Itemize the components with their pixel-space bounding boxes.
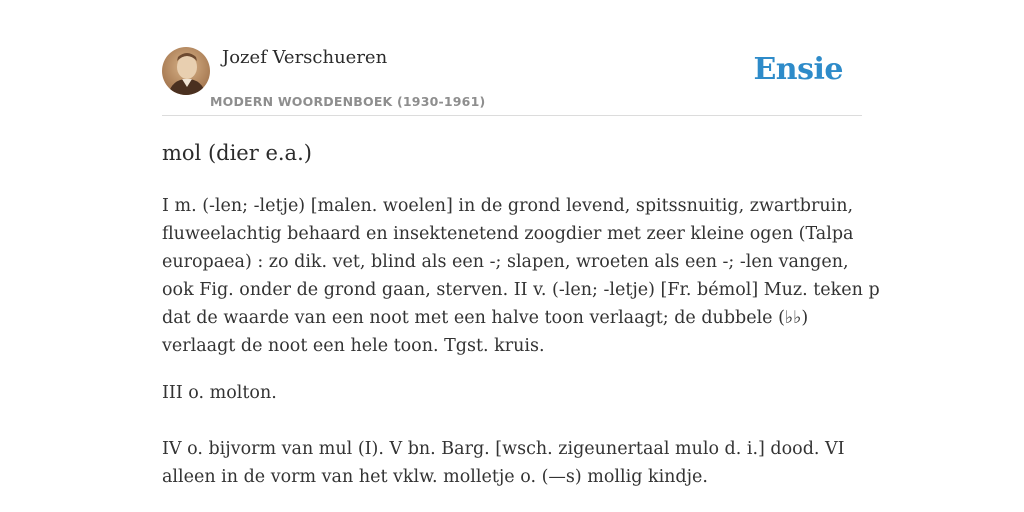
definition-paragraph-3	[162, 435, 862, 491]
definition-line: verlaagt de noot een hele toon. Tgst. kruis.	[162, 336, 545, 356]
definition-line: ook Fig. onder de grond gaan, sterven. II v. (-len; -letje) [Fr. bémol] Muz. teken p	[162, 280, 880, 300]
author-name[interactable]: Jozef Verschueren	[222, 47, 388, 68]
ensie-logo[interactable]: Ensie	[753, 52, 843, 87]
entry-title: mol (dier e.a.)	[162, 141, 312, 165]
definition-line: I m. (-len; -letje) [malen. woelen] in de grond levend, spitssnuitig, zwartbruin,	[162, 196, 854, 216]
entry-header	[162, 40, 862, 116]
dictionary-source[interactable]: MODERN WOORDENBOEK (1930-1961)	[210, 94, 486, 109]
definition-line: fluweelachtig behaard en insektenetend zoogdier met zeer kleine ogen (Talpa	[162, 224, 854, 244]
definition-line: alleen in de vorm van het vklw. molletje o. (—s) mollig kindje.	[162, 467, 708, 487]
definition-line: IV o. bijvorm van mul (I). V bn. Barg. [wsch. zigeunertaal mulo d. i.] dood. VI	[162, 439, 845, 459]
definition-line: III o. molton.	[162, 383, 277, 403]
author-portrait-image	[162, 47, 210, 95]
definition-line: dat de waarde van een noot met een halve toon verlaagt; de dubbele (♭♭)	[162, 308, 809, 328]
definition-line: europaea) : zo dik. vet, blind als een -; slapen, wroeten als een -; -len vangen,	[162, 252, 849, 272]
author-avatar[interactable]	[162, 47, 210, 95]
definition-paragraph-2	[162, 379, 862, 407]
definition-paragraph-1	[162, 192, 880, 360]
